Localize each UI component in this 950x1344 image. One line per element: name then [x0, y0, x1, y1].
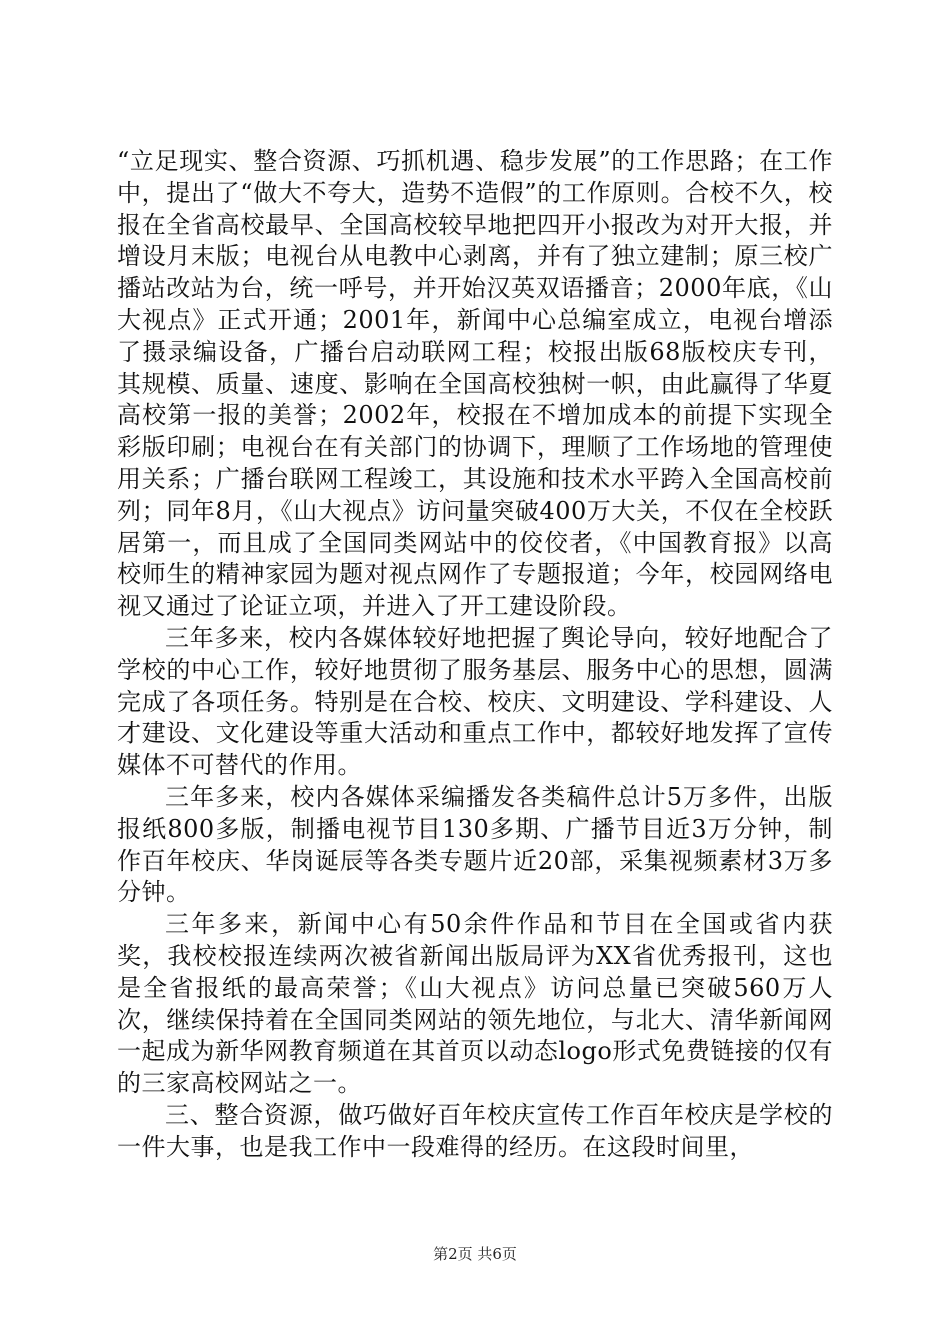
- paragraph: 三年多来，校内各媒体采编播发各类稿件总计5万多件，出版报纸800多版，制播电视节目130多期、广播节目近3万分钟，制作百年校庆、华岗诞辰等各类专题片近20部，采集视频素材3万多分钟。: [117, 782, 833, 907]
- paragraph: 三年多来，校内各媒体较好地把握了舆论导向，较好地配合了学校的中心工作，较好地贯彻了服务基层、服务中心的思想，圆满完成了各项任务。特别是在合校、校庆、文明建设、学科建设、人才建设、文化建设等重大活动和重点工作中，都较好地发挥了宣传媒体不可替代的作用。: [117, 623, 833, 780]
- paragraph: 三年多来，新闻中心有50余件作品和节目在全国或省内获奖，我校校报连续两次被省新闻出版局评为XX省优秀报刊，这也是全省报纸的最高荣誉；《山大视点》访问总量已突破560万人次，继续保持着在全国同类网站的领先地位，与北大、清华新闻网一起成为新华网教育频道在其首页以动态logo形式免费链接的仅有的三家高校网站之一。: [117, 910, 833, 1098]
- paragraph: 三、整合资源，做巧做好百年校庆宣传工作百年校庆是学校的一件大事，也是我工作中一段难得的经历。在这段时间里，: [117, 1100, 833, 1161]
- page-number-footer: 第2页 共6页: [433, 1245, 517, 1263]
- paragraph-continued: “立足现实、整合资源、巧抓机遇、稳步发展”的工作思路；在工作中，提出了“做大不夸大，造势不造假”的工作原则。合校不久，校报在全省高校最早、全国高校较早地把四开小报改为对开大报，并增设月末版；电视台从电教中心剥离，并有了独立建制；原三校广播站改站为台，统一呼号，并开始汉英双语播音；2000年底，《山大视点》正式开通；2001年，新闻中心总编室成立，电视台增添了摄录编设备，广播台启动联网工程；校报出版68版校庆专刊，其规模、质量、速度、影响在全国高校独树一帜，由此赢得了华夏高校第一报的美誉；2002年，校报在不增加成本的前提下实现全彩版印刷；电视台在有关部门的协调下，理顺了工作场地的管理使用关系；广播台联网工程竣工，其设施和技术水平跨入全国高校前列；同年8月，《山大视点》访问量突破400万大关，不仅在全校跃居第一，而且成了全国同类网站中的佼佼者，《中国教育报》以高校师生的精神家园为题对视点网作了专题报道；今年，校园网络电视又通过了论证立项，并进入了开工建设阶段。: [117, 147, 833, 621]
- body-text: [117, 146, 833, 1164]
